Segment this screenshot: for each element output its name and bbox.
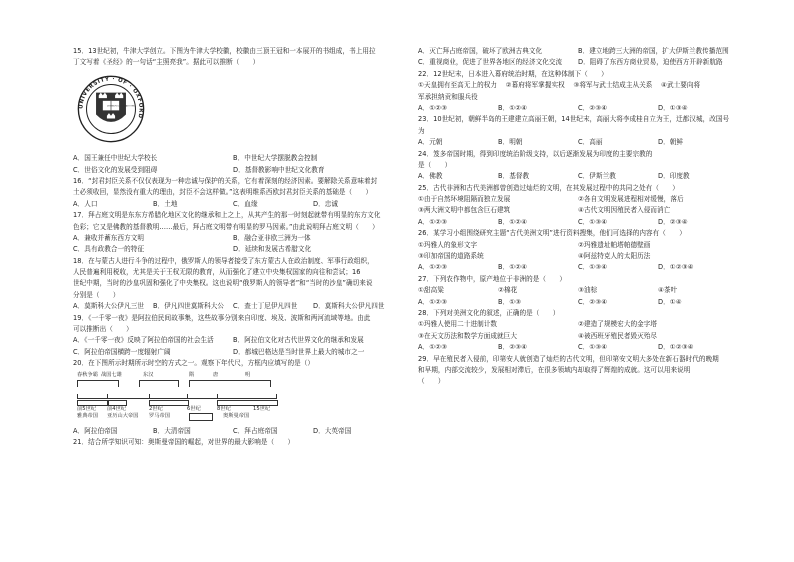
option-a[interactable]: A．①②③ — [418, 103, 448, 112]
timeline-bracket — [77, 380, 119, 387]
question-text: 和早期，内部交流较少，发展相对滞后，在很多领域内却取得了辉煌的成就。这可以用来说明 — [418, 365, 691, 374]
options — [418, 171, 738, 182]
left-column — [73, 46, 393, 448]
option-b[interactable]: B．基督教 — [498, 172, 530, 181]
option-b[interactable]: B．土地 — [153, 199, 178, 208]
option-c[interactable]: C．伊斯兰教 — [578, 172, 616, 181]
statement: ③在天文历法和数学方面成就巨大 — [418, 331, 517, 340]
oxford-crest-icon — [77, 75, 145, 143]
options — [73, 199, 393, 210]
option-d[interactable]: D．①②③④ — [658, 263, 694, 272]
timeline-top-label: 春秋争霸 — [77, 371, 98, 378]
statements — [418, 240, 738, 251]
option-d[interactable]: D．都城巴格达是当时世界上最大的城市之一 — [233, 347, 365, 356]
option-c[interactable]: C．血缘 — [233, 199, 258, 208]
option-d[interactable]: D．阻碍了东西方商业贸易，迫使西方开辟新航路 — [578, 58, 723, 67]
statement: ①天皇拥有至高无上的权力 — [418, 81, 498, 90]
option-b[interactable]: B．伊凡四世莫斯科大公 — [153, 302, 225, 311]
question-text: 分别是（ ） — [73, 290, 120, 299]
option-b[interactable]: B．明朝 — [498, 138, 523, 147]
seal-ring-text: UNIVERSITY · OF · OXFORD — [78, 76, 144, 119]
options — [418, 57, 738, 68]
statement: ③将军与武士结成主从关系 — [573, 81, 653, 90]
option-a[interactable]: A．国王兼任中世纪大学校长 — [73, 154, 158, 163]
options — [418, 103, 738, 114]
question-text: 18．在与蒙古人进行斗争的过程中，俄罗斯人的领导者接受了东方蒙古人在政治制度、军事行政组织， — [73, 256, 374, 265]
option-d[interactable]: D．延续和发展古希腊文化 — [233, 245, 312, 254]
timeline-tick — [149, 394, 150, 399]
options — [73, 347, 393, 358]
statement: ④古代文明因殖民者入侵而消亡 — [578, 206, 671, 215]
timeline-bottom-label: 亚历山大帝国 — [107, 412, 139, 419]
option-b[interactable]: B．①②④ — [498, 263, 528, 272]
statement: ②玛雅遗址帕塔帕德壁画 — [578, 240, 651, 249]
options — [418, 262, 738, 273]
question-28 — [418, 308, 738, 354]
options — [73, 301, 393, 312]
question-25 — [418, 183, 738, 229]
question-text: 土必须收回，显然没有重大的理由，封臣不会这样做。”这表明维系西欧封君封臣关系的基础是（ ） — [73, 188, 373, 197]
option-c[interactable]: C．②③④ — [578, 297, 608, 306]
statement: ①甜高粱 — [418, 286, 444, 295]
option-a[interactable]: A．①②③ — [418, 217, 448, 226]
question-15 — [73, 46, 393, 176]
options — [73, 153, 393, 164]
question-26 — [418, 228, 738, 274]
timeline-top-label: 隋 — [189, 371, 195, 378]
options — [418, 217, 738, 228]
option-d[interactable]: D．大英帝国 — [313, 426, 352, 435]
option-c[interactable]: C．拜占庭帝国 — [233, 426, 278, 435]
options — [73, 165, 393, 176]
statement: ②建造了规模宏大的金字塔 — [578, 320, 658, 329]
question-27 — [418, 274, 738, 308]
option-d[interactable]: D．①②③④ — [658, 343, 694, 352]
question-text: 27．下列农作物中，原产地位于非洲的是（ ） — [418, 274, 567, 283]
option-a[interactable]: A．①②③ — [418, 297, 448, 306]
option-a[interactable]: A．①②③ — [418, 343, 448, 352]
question-text: 人民普遍利用税收，尤其是关于王权无限的教育，从而强化了建立中央集权国家的向往和尝试；16 — [73, 268, 361, 277]
option-b[interactable]: B．大清帝国 — [153, 426, 191, 435]
options — [418, 342, 738, 353]
question-22 — [418, 69, 738, 115]
question-20 — [73, 358, 393, 437]
timeline-bottom-label: 6世纪 — [187, 405, 201, 412]
question-text: 23．10世纪初，朝鲜半岛的王建建立高丽王朝，14世纪末，高丽大将李成桂自立为王，迁都汉城，改国号 — [418, 115, 730, 124]
option-a[interactable]: A．人口 — [73, 199, 98, 208]
statement: ①玛雅人使用二十进制计数 — [418, 320, 498, 329]
option-d[interactable]: D．①④ — [658, 297, 682, 306]
option-b[interactable]: B．阿拉伯文化对古代世界文化的继承和发展 — [233, 336, 364, 345]
question-text: 20．在下图所示时期所示时空的方式之一。观察下年代尺，方框内应填写的是（） — [73, 359, 315, 368]
options — [73, 335, 393, 346]
option-d[interactable]: D．②③④ — [658, 217, 688, 226]
statements — [418, 331, 738, 342]
option-c[interactable]: C．②③④ — [578, 103, 608, 112]
question-text: 为 — [418, 126, 425, 135]
option-d[interactable]: D．朝鲜 — [658, 138, 684, 147]
option-c[interactable]: C．重视商业，促进了世界各地区的经济文化交流 — [418, 58, 563, 67]
timeline-blank-box — [189, 413, 213, 421]
question-text: 21．结合所学知识可知：奥斯曼帝国的崛起，对世界的最大影响是（ ） — [73, 438, 295, 446]
timeline-tick — [276, 394, 277, 399]
option-b[interactable]: B．②③④ — [498, 343, 528, 352]
statement: ②幕府将军掌握实权 — [505, 81, 565, 90]
question-16 — [73, 176, 393, 210]
option-c[interactable]: C．查士丁尼伊凡四世 — [233, 302, 298, 311]
option-b[interactable]: B．建立地跨三大洲的帝国，扩大伊斯兰教传播范围 — [578, 47, 729, 55]
statements — [418, 285, 738, 296]
question-23 — [418, 114, 738, 148]
question-text: 16．“封君封臣关系不仅仅表现为一种忠诚与保护的关系，它有着深刻的经济因素。要解除关系意味着封 — [73, 176, 378, 185]
statement: ④被西班牙殖民者毁灭殆尽 — [578, 331, 658, 340]
option-d[interactable]: D．印度教 — [658, 172, 690, 181]
statement: ②各自文明发展进程相对缓慢，落后 — [578, 195, 684, 204]
timeline-bottom-label: 前5世纪 — [77, 405, 97, 412]
timeline-top-label: 东汉 — [143, 371, 154, 378]
statements — [418, 251, 738, 262]
statement: ④茶叶 — [658, 286, 678, 295]
timeline-bracket — [139, 380, 179, 387]
question-text: 是（ ） — [418, 160, 452, 169]
option-a[interactable]: A．莫斯科大公伊凡三世 — [73, 302, 144, 311]
statement: ③油棕 — [578, 286, 598, 295]
statement: ③两大洲文明中都包含巨石建筑 — [418, 206, 511, 215]
question-text: 色彩；它又是佛教的基督教明……最后，拜占庭文明带有明显的罗马因素。”由此说明拜占庭文明（ ） — [73, 222, 379, 231]
statements — [418, 319, 738, 330]
timeline-bottom-label: 2世纪 — [149, 405, 163, 412]
question-text: 26．某学习小组围绕研究主题“古代美洲文明”进行资料搜集，他们可选择的内容有（ ） — [418, 229, 686, 238]
option-d[interactable]: D．基督教影响中世纪文化教育 — [233, 165, 325, 174]
question-24 — [418, 149, 738, 183]
option-a[interactable]: A．灭亡拜占庭帝国，破坏了欧洲古典文化 — [418, 47, 543, 55]
question-17 — [73, 210, 393, 256]
option-b[interactable]: B．①②④ — [498, 217, 528, 226]
option-c[interactable]: C．①③④ — [578, 343, 608, 352]
statements — [418, 80, 738, 91]
options — [73, 426, 393, 437]
question-18 — [73, 256, 393, 313]
option-c[interactable]: C．世俗文化的发展受到阻碍 — [73, 165, 158, 174]
option-c[interactable]: C．具有政教合一的特征 — [73, 245, 145, 254]
timeline-bottom-label: 15世纪 — [253, 405, 271, 412]
question-text: 可以推断出（ ） — [73, 325, 133, 334]
timeline-bottom-label: 8世纪 — [217, 405, 231, 412]
option-a[interactable]: A．《一千零一夜》反映了阿拉伯帝国的社会生活 — [73, 336, 214, 345]
timeline-top-label: 战国七雄 — [101, 371, 122, 378]
option-d[interactable]: D．忠诚 — [313, 199, 339, 208]
option-c[interactable]: C．高丽 — [578, 138, 603, 147]
option-a[interactable]: A．兼收并蓄东西方文明 — [73, 233, 144, 242]
question-19 — [73, 313, 393, 359]
statement: ②棉花 — [498, 286, 518, 295]
statements — [418, 194, 738, 205]
timeline-top-label: 明 — [245, 371, 251, 378]
question-text: 世纪中期，当时的沙皇巩固和强化了中央集权。这也说明“俄罗斯人的领导者”和“当时的沙皇”确切来说 — [73, 279, 373, 288]
statement: ④武士要向将 — [661, 81, 701, 90]
question-text: 24．笈多帝国时期，得到印度统治阶级支持，以后逐渐发展为印度的主要宗教的 — [418, 149, 653, 158]
statement: 军承担纳贡和服兵役 — [418, 92, 478, 101]
question-text: 22．12世纪末，日本进入幕府统治时期，在这种体制下（ ） — [418, 69, 608, 78]
question-21 — [73, 437, 393, 448]
timeline-bracket — [189, 380, 271, 387]
options — [418, 137, 738, 148]
timeline-top-label: 唐 — [213, 371, 219, 378]
timeline-bottom-label: 罗马帝国 — [149, 412, 170, 419]
question-text: 28．下列对美洲文化的叙述，正确的是（ ） — [418, 308, 560, 317]
question-text: 17．拜占庭文明是东东方希腊化地区文化的继承和上之上，从其产生的那一时刻起就带有明显的东方文化 — [73, 211, 381, 220]
option-d[interactable]: D．莫斯科大公伊凡四世 — [313, 302, 385, 311]
option-d[interactable]: D．①③④ — [658, 103, 688, 112]
option-a[interactable]: A．佛教 — [418, 172, 443, 181]
question-text: （ ） — [418, 377, 445, 386]
option-c[interactable]: C．①③④ — [578, 263, 608, 272]
option-a[interactable]: A．①②③ — [418, 263, 448, 272]
timeline-bottom-label: 前4世纪 — [107, 405, 127, 412]
options — [418, 297, 738, 308]
option-a[interactable]: A．元朝 — [418, 138, 443, 147]
option-c[interactable]: C．①③④ — [578, 217, 608, 226]
question-21-options — [418, 46, 738, 69]
timeline-bottom-label: 雅典帝国 — [77, 412, 98, 419]
statements — [418, 205, 738, 216]
statement: ①由于自然环境阻隔而独立发展 — [418, 195, 511, 204]
question-text: 25．古代非洲和古代美洲都曾创造过灿烂的文明，在其发展过程中的共同之处有（ ） — [418, 183, 679, 192]
statement: ①玛雅人的象形文字 — [418, 240, 478, 249]
timeline-figure — [77, 372, 277, 424]
question-29 — [418, 354, 738, 388]
option-b[interactable]: B．中世纪大学摆脱教会控制 — [233, 154, 318, 163]
timeline-tick — [217, 394, 218, 399]
options — [418, 46, 738, 57]
option-b[interactable]: B．①②④ — [498, 103, 528, 112]
question-text: 丁文写着《圣经》的一句话“主照亮我”。据此可以推断（ ） — [73, 58, 260, 67]
question-text: 29．早在殖民者入侵前，印第安人就创造了灿烂的古代文明，但印第安文明大多处在新石器时代的晚期 — [418, 354, 719, 363]
question-text: 15．13世纪初，牛津大学创立。下图为牛津大学校徽，校徽由三顶王冠和一本展开的书组成，书上用拉 — [73, 47, 376, 55]
option-a[interactable]: A．阿拉伯帝国 — [73, 426, 118, 435]
timeline-tick — [187, 394, 188, 399]
option-c[interactable]: C．阿拉伯帝国横跨一度辐射广阔 — [73, 347, 171, 356]
right-column — [418, 46, 738, 388]
option-b[interactable]: B．融合亚非欧三洲为一体 — [233, 233, 311, 242]
timeline-tick — [107, 394, 108, 399]
options — [73, 244, 393, 255]
option-b[interactable]: B．①③ — [498, 297, 522, 306]
statement: ④阿兹特克人的太阳历法 — [578, 252, 651, 261]
question-text: 19．《一千零一夜》是阿拉伯民间故事集，这些故事分别来自印度、埃及、波斯和两河流域等地。由此 — [73, 313, 371, 322]
timeline-bottom-label: 奥斯曼帝国 — [223, 412, 250, 419]
statement: ③印加帝国的道路系统 — [418, 252, 484, 261]
timeline-tick — [77, 394, 78, 399]
book-motto: DOMINVS ILLUMINATIO MEA — [106, 105, 136, 108]
options — [73, 233, 393, 244]
